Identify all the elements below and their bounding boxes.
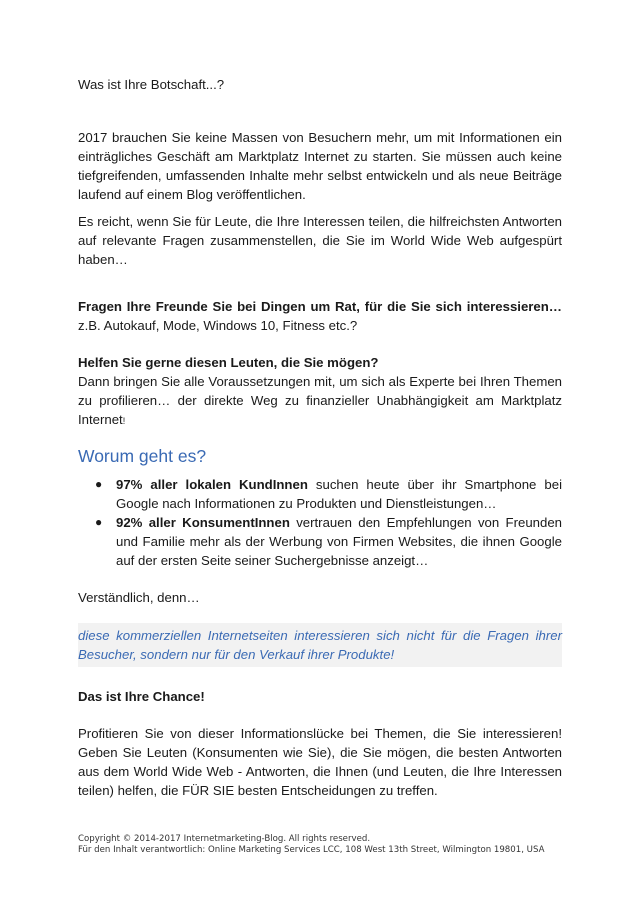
list-item: [78, 513, 562, 570]
paragraph-1: 2017 brauchen Sie keine Massen von Besuchern mehr, um mit Informationen ein einträgliches Geschäft am Marktplatz Internet zu starten. Sie müssen auch keine tiefgreifenden, umfassenden Inhalte mehr selbst entwickeln und als neue Beiträge laufend auf einem Blog veröffentlichen.: [78, 130, 562, 202]
paragraph-3-rest: z.B. Autokauf, Mode, Windows 10, Fitness etc.?: [78, 318, 358, 333]
bullet-icon: ●: [95, 515, 103, 529]
paragraph-3: [78, 297, 562, 335]
paragraph-4-mark: !: [122, 416, 126, 426]
list-item-bold: 92% aller KonsumentInnen: [116, 515, 290, 530]
paragraph-2: Es reicht, wenn Sie für Leute, die Ihre Interessen teilen, die hilfreichsten Antworten auf relevante Fragen zusammenstellen, die Sie im World Wide Web aufgespürt haben…: [78, 214, 562, 267]
paragraph-5: Verständlich, denn…: [78, 590, 200, 605]
list-item-bold: 97% aller lokalen KundInnen: [116, 477, 308, 492]
list-item-text: suchen heute über ihr Smartphone bei Google nach Informationen zu Produkten und Dienstleistungen…: [116, 477, 562, 511]
bullet-icon: ●: [95, 477, 103, 491]
list-item-text: vertrauen den Empfehlungen von Freunden und Familie mehr als der Werbung von Firmen Websites, die ihnen Google auf der ersten Seite seiner Suchergebnisse anzeigt…: [116, 515, 562, 568]
bullet-list: [78, 475, 562, 570]
page-footer: [78, 834, 578, 856]
highlight-quote: diese kommerziellen Internetseiten interessieren sich nicht für die Fragen ihrer Besucher, sondern nur für den Verkauf ihrer Produkte!: [78, 623, 562, 667]
paragraph-4-bold: Helfen Sie gerne diesen Leuten, die Sie mögen?: [78, 355, 379, 370]
paragraph-4: [78, 353, 562, 431]
footer-responsible: Für den Inhalt verantwortlich: Online Marketing Services LCC, 108 West 13th Street, Wilmington 19801, USA: [78, 845, 545, 855]
paragraph-6: Profitieren Sie von dieser Informationslücke bei Themen, die Sie interessieren! Geben Sie Leuten (Konsumenten wie Sie), die Sie mögen, die besten Antworten aus dem World Wide Web - Antworten, die Ihnen (und Leuten, die Ihre Interessen teilen) helfen, die FÜR SIE besten Entscheidungen zu treffen.: [78, 726, 562, 798]
section-heading: Worum geht es?: [78, 446, 207, 466]
chance-heading: [78, 687, 562, 706]
chance-text: Das ist Ihre Chance!: [78, 689, 205, 704]
paragraph-3-bold: Fragen Ihre Freunde Sie bei Dingen um Rat, für die Sie sich interessieren…: [78, 299, 562, 314]
intro-question: Was ist Ihre Botschaft...?: [78, 77, 225, 92]
paragraph-4-rest: Dann bringen Sie alle Voraussetzungen mit, um sich als Experte bei Ihren Themen zu profilieren… der direkte Weg zu finanzieller Unabhängigkeit am Marktplatz Internet: [78, 374, 562, 427]
list-item: [78, 475, 562, 513]
document-body: [78, 75, 562, 800]
footer-copyright: Copyright © 2014-2017 Internetmarketing-Blog. All rights reserved.: [78, 834, 371, 844]
